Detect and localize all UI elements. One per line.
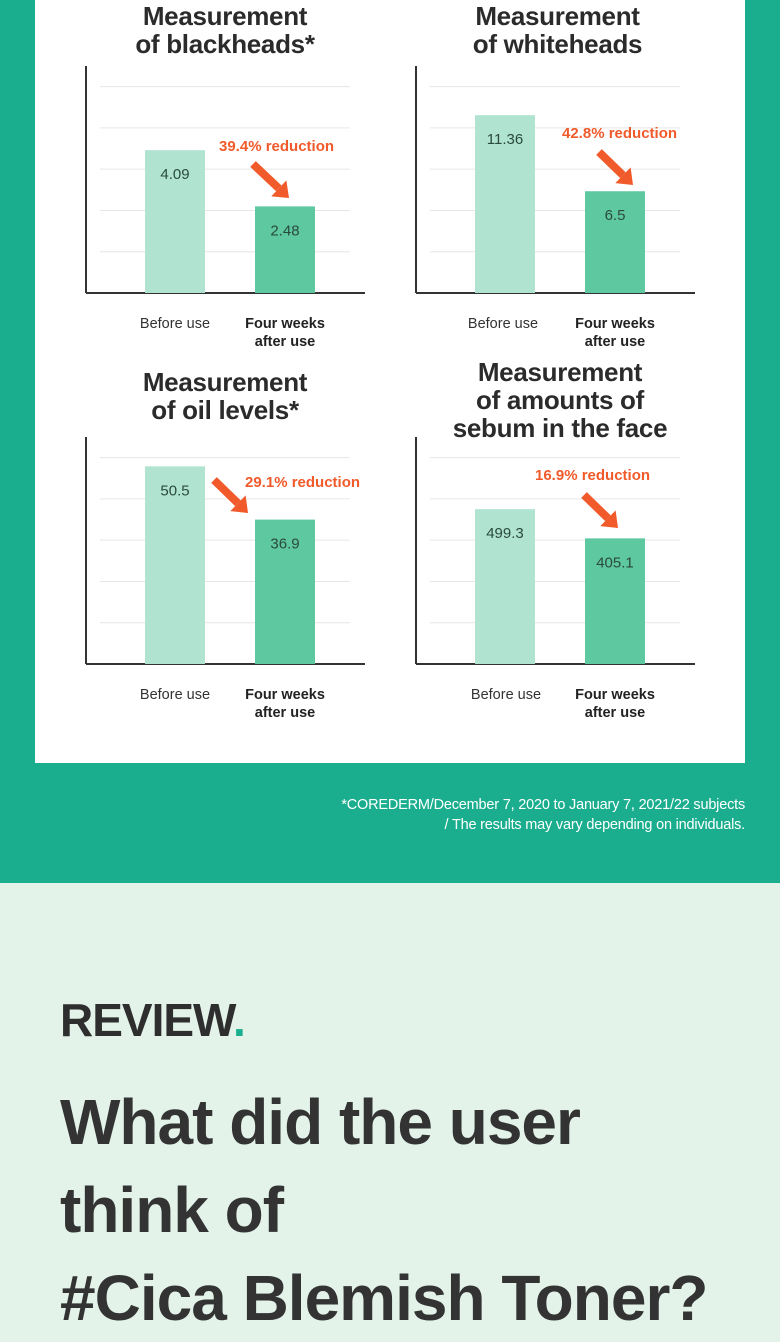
x-label-line: after use: [254, 334, 316, 350]
review-heading: [60, 992, 245, 1048]
reduction-arrow-shaft: [214, 480, 238, 503]
x-label-line: Four weeks: [245, 316, 325, 332]
chart-title-line: Measurement: [142, 1, 308, 31]
study-footnote: [341, 795, 745, 835]
chart-sebum: [415, 358, 705, 728]
x-label-line: Before use: [470, 687, 542, 703]
x-label-after: [550, 315, 680, 351]
chart-title-line: of oil levels*: [151, 395, 299, 425]
chart-plot: [415, 0, 705, 300]
chart-title-line: Measurement: [475, 1, 640, 31]
x-label-line: after use: [584, 705, 646, 721]
chart-title-line: of amounts of: [476, 385, 644, 415]
chart-plot: [85, 0, 375, 300]
x-label-before: [438, 315, 568, 333]
x-label-after: [220, 315, 350, 351]
x-label-line: Four weeks: [575, 687, 655, 703]
x-label-after: [550, 686, 680, 722]
chart-oil-levels: [85, 368, 375, 728]
chart-blackheads: [85, 0, 375, 360]
bar-after: [255, 206, 315, 293]
chart-plot: [415, 371, 705, 681]
reduction-label: 29.1% reduction: [245, 474, 361, 491]
value-label: 6.5: [604, 207, 626, 225]
value-label: 50.5: [160, 482, 190, 500]
x-label-line: Four weeks: [575, 316, 655, 332]
x-label-line: Before use: [139, 316, 211, 332]
x-label-after: [220, 686, 350, 722]
chart-title-line: Measurement: [477, 357, 643, 387]
value-label: 2.48: [270, 222, 300, 240]
chart-title-line: Measurement: [142, 367, 308, 397]
chart-title-line: of blackheads*: [135, 29, 315, 59]
chart-title-line: sebum in the face: [452, 413, 668, 443]
review-dot: .: [232, 994, 245, 1046]
value-label: 11.36: [486, 131, 524, 149]
x-label-line: Four weeks: [245, 687, 325, 703]
reduction-label: 39.4% reduction: [219, 138, 335, 155]
value-label: 499.3: [486, 525, 524, 543]
value-label: 4.09: [160, 166, 190, 184]
review-heading-text: REVIEW: [60, 994, 233, 1046]
review-question: What did the user think of #Cica Blemish Toner?: [60, 1086, 708, 1334]
reduction-arrow-shaft: [599, 152, 623, 175]
footnote-line: *COREDERM/December 7, 2020 to January 7, 2021/22 subjects: [341, 797, 745, 813]
footnote-line: / The results may vary depending on individuals.: [444, 817, 745, 833]
x-label-line: Before use: [139, 687, 211, 703]
chart-title-line: of whiteheads: [472, 29, 643, 59]
chart-plot: [85, 371, 375, 671]
x-label-line: after use: [584, 334, 646, 350]
x-label-line: Before use: [467, 316, 539, 332]
reduction-label: 42.8% reduction: [562, 125, 678, 142]
x-label-line: after use: [254, 705, 316, 721]
reduction-arrow-shaft: [253, 164, 279, 188]
reduction-label: 16.9% reduction: [535, 467, 651, 484]
chart-whiteheads: [415, 0, 705, 360]
value-label: 405.1: [596, 554, 634, 572]
value-label: 36.9: [270, 535, 300, 553]
